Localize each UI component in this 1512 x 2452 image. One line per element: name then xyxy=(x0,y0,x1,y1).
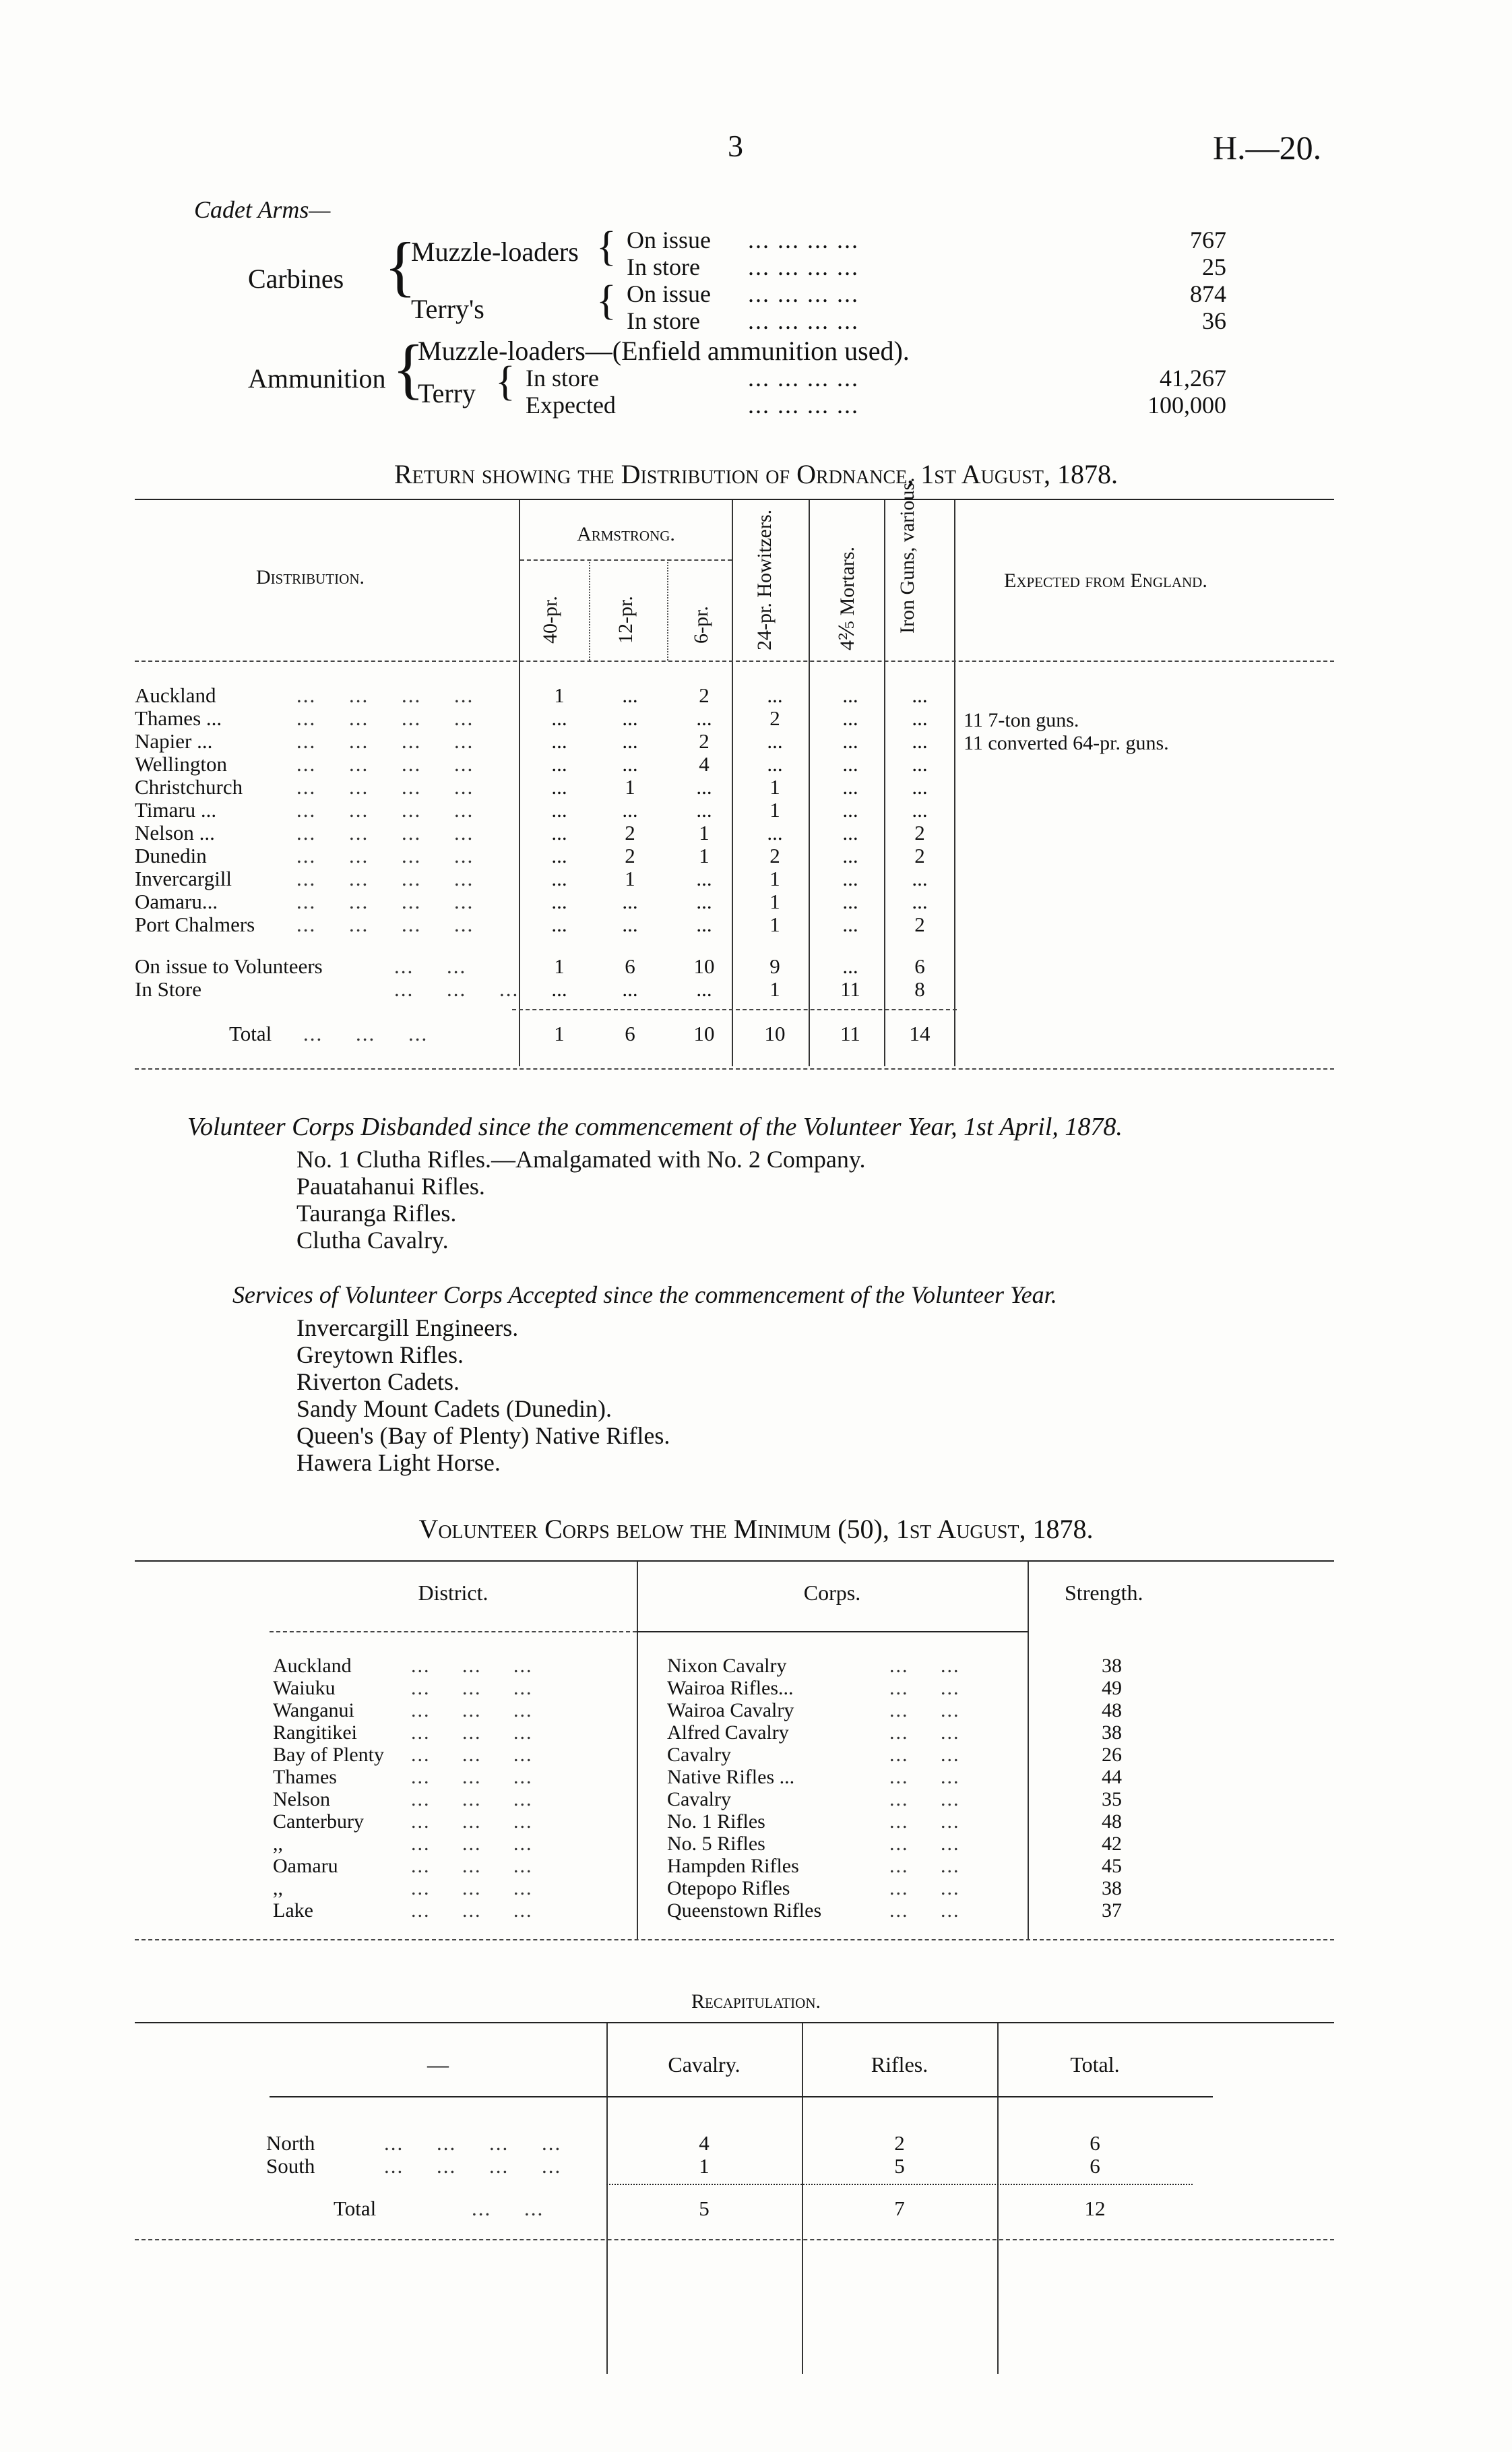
ordnance-cell: 11 xyxy=(840,1022,860,1045)
ordnance-cell: ... xyxy=(767,821,783,845)
ammunition-brace: { xyxy=(392,331,424,406)
ordnance-cell: ... xyxy=(912,867,928,890)
leader-dots: ... ... ... xyxy=(411,1699,533,1721)
terry-brace: { xyxy=(495,359,515,404)
ordnance-cell: ... xyxy=(696,798,712,822)
leader-dots: ... ... ... xyxy=(411,1833,533,1855)
ordnance-cell: ... xyxy=(912,798,928,822)
ordnance-cell: 2 xyxy=(699,683,710,707)
ordnance-cell: ... xyxy=(842,798,858,822)
corps-name: No. 5 Rifles xyxy=(667,1833,765,1855)
leader-dots: ... ... xyxy=(889,1833,960,1855)
district-name: Lake xyxy=(273,1899,313,1922)
ordnance-cell: 10 xyxy=(764,1022,786,1045)
ordnance-cell: ... xyxy=(842,729,858,753)
leader-dots: ... ... xyxy=(889,1899,960,1922)
recap-cell: 5 xyxy=(699,2197,710,2220)
ordnance-cell: ... xyxy=(696,775,712,799)
column-rule xyxy=(519,500,520,1066)
district-name: Bay of Plenty xyxy=(273,1744,384,1766)
ordnance-cell: ... xyxy=(696,977,712,1001)
ordnance-cell: 4 xyxy=(699,752,710,776)
recap-title: Recapitulation. xyxy=(691,1990,821,2013)
ordnance-cell: ... xyxy=(551,977,567,1001)
ordnance-title: Return showing the Distribution of Ordnance, 1st August, 1878. xyxy=(393,459,1118,489)
ordnance-cell: ... xyxy=(842,913,858,936)
leader-dots: ... ... xyxy=(394,954,467,978)
header-rule xyxy=(637,1631,1028,1632)
col-40pr: 40-pr. xyxy=(539,596,561,644)
ordnance-cell: ... xyxy=(551,752,567,776)
strength-value: 45 xyxy=(1102,1855,1122,1877)
corps-name: Wairoa Rifles... xyxy=(667,1677,794,1699)
ordnance-cell: ... xyxy=(622,706,638,730)
leader-dots: ... ... xyxy=(889,1699,960,1721)
corps-name: Queenstown Rifles xyxy=(667,1899,822,1922)
leader-dots: ... ... xyxy=(889,1655,960,1677)
ordnance-cell: 1 xyxy=(699,844,710,867)
ordnance-cell: 1 xyxy=(769,798,780,822)
corps-name: No. 1 Rifles xyxy=(667,1810,765,1833)
carbines-label: Carbines xyxy=(248,264,344,294)
leader-dots: ... ... ... xyxy=(411,1877,533,1899)
muzzle-in-store-label: In store xyxy=(627,253,700,280)
ordnance-cell: ... xyxy=(551,844,567,867)
leader-dots: ... ... ... ... xyxy=(384,2131,562,2155)
leader-dots: ... ... ... ... xyxy=(296,821,474,845)
disbanded-title: Volunteer Corps Disbanded since the commencement of the Volunteer Year, 1st April, 1878. xyxy=(187,1113,1123,1141)
column-rule xyxy=(884,500,885,1066)
ordnance-cell: ... xyxy=(842,821,858,845)
header-rule xyxy=(135,661,1334,662)
col-cavalry: Cavalry. xyxy=(668,2052,741,2077)
leader-dots: ... ... ... xyxy=(411,1766,533,1788)
ordnance-cell: 9 xyxy=(769,954,780,978)
ordnance-cell: 1 xyxy=(769,977,780,1001)
leader-dots: ... ... xyxy=(889,1810,960,1833)
corps-name: Alfred Cavalry xyxy=(667,1721,789,1744)
table-row: Thames ... xyxy=(135,706,222,730)
expected-item: 11 7-ton guns. xyxy=(964,709,1079,731)
column-rule xyxy=(1028,1562,1029,1939)
leader-dots: ... ... ... xyxy=(411,1788,533,1810)
strength-value: 48 xyxy=(1102,1699,1122,1721)
table-row: Wellington xyxy=(135,752,227,776)
ordnance-cell: 2 xyxy=(769,706,780,730)
ordnance-cell: 2 xyxy=(914,913,925,936)
terrys-in-store-label: In store xyxy=(627,307,700,334)
ammo-muzzle-note: Muzzle-loaders—(Enfield ammunition used). xyxy=(418,336,910,366)
ordnance-cell: ... xyxy=(842,752,858,776)
list-item: Greytown Rifles. xyxy=(296,1341,464,1368)
leader-dots: ... ... ... ... xyxy=(748,226,859,253)
strength-value: 38 xyxy=(1102,1655,1122,1677)
list-item: Pauatahanui Rifles. xyxy=(296,1173,485,1200)
ordnance-cell: ... xyxy=(622,977,638,1001)
strength-value: 42 xyxy=(1102,1833,1122,1855)
header-rule xyxy=(270,1631,637,1632)
ordnance-cell: ... xyxy=(551,706,567,730)
ordnance-cell: ... xyxy=(622,798,638,822)
table-row: South xyxy=(266,2154,315,2178)
ordnance-cell: 2 xyxy=(914,844,925,867)
table-bottom-rule xyxy=(135,1939,1334,1940)
leader-dots: ... ... ... ... xyxy=(296,775,474,799)
table-row: Total xyxy=(229,1022,272,1045)
leader-dots: ... ... ... ... xyxy=(748,307,859,334)
ordnance-cell: ... xyxy=(696,706,712,730)
leader-dots: ... ... ... xyxy=(411,1810,533,1833)
ordnance-cell: ... xyxy=(912,752,928,776)
ordnance-cell: 1 xyxy=(769,913,780,936)
table-rule xyxy=(135,499,1334,500)
strength-value: 35 xyxy=(1102,1788,1122,1810)
col-24pr-howitzers: 24-pr. Howitzers. xyxy=(753,509,776,650)
col-dash: — xyxy=(427,2052,449,2077)
ordnance-cell: ... xyxy=(842,683,858,707)
leader-dots: ... ... ... xyxy=(411,1721,533,1744)
ammunition-label: Ammunition xyxy=(248,363,386,394)
recap-cell: 2 xyxy=(894,2131,905,2155)
ordnance-cell: 1 xyxy=(625,867,635,890)
col-total: Total. xyxy=(1070,2052,1120,2077)
ordnance-cell: 6 xyxy=(625,1022,635,1045)
table-row: Christchurch xyxy=(135,775,243,799)
muzzle-brace: { xyxy=(596,224,617,270)
ordnance-cell: ... xyxy=(551,798,567,822)
list-item: Sandy Mount Cadets (Dunedin). xyxy=(296,1395,612,1422)
recap-cell: 12 xyxy=(1084,2197,1106,2220)
corps-name: Hampden Rifles xyxy=(667,1855,799,1877)
col-distribution: Distribution. xyxy=(256,566,365,588)
corps-name: Native Rifles ... xyxy=(667,1766,795,1788)
ordnance-cell: 1 xyxy=(769,867,780,890)
strength-value: 44 xyxy=(1102,1766,1122,1788)
list-item: Riverton Cadets. xyxy=(296,1368,460,1395)
ordnance-cell: 6 xyxy=(625,954,635,978)
leader-dots: ... ... ... ... xyxy=(296,706,474,730)
leader-dots: ... ... ... ... xyxy=(296,798,474,822)
corps-name: Otepopo Rifles xyxy=(667,1877,790,1899)
ordnance-cell: 2 xyxy=(625,844,635,867)
col-corps: Corps. xyxy=(803,1581,861,1605)
leader-dots: ... ... ... ... xyxy=(296,729,474,753)
ordnance-cell: ... xyxy=(696,867,712,890)
cadet-arms-title: Cadet Arms— xyxy=(194,196,331,223)
ordnance-cell: ... xyxy=(696,890,712,913)
column-rule xyxy=(732,500,733,1066)
strength-value: 48 xyxy=(1102,1810,1122,1833)
col-mortars: 4⅖ Mortars. xyxy=(836,546,858,650)
terrys-label: Terry's xyxy=(411,294,484,324)
ordnance-cell: ... xyxy=(767,729,783,753)
recap-cell: 1 xyxy=(699,2154,710,2178)
leader-dots: ... ... xyxy=(889,1744,960,1766)
ordnance-cell: ... xyxy=(912,775,928,799)
leader-dots: ... ... ... ... xyxy=(296,867,474,890)
list-item: Hawera Light Horse. xyxy=(296,1449,501,1476)
muzzle-in-store-value: 25 xyxy=(1202,253,1226,280)
ordnance-cell: ... xyxy=(551,867,567,890)
leader-dots: ... ... xyxy=(472,2197,544,2220)
ordnance-cell: ... xyxy=(842,844,858,867)
column-rule xyxy=(954,500,955,1066)
district-name: Auckland xyxy=(273,1655,352,1677)
district-name: Rangitikei xyxy=(273,1721,357,1744)
list-item: Invercargill Engineers. xyxy=(296,1314,519,1341)
leader-dots: ... ... ... ... xyxy=(296,683,474,707)
col-armstrong: Armstrong. xyxy=(577,523,675,545)
col-rifles: Rifles. xyxy=(871,2052,928,2077)
corps-name: Cavalry xyxy=(667,1788,731,1810)
strength-value: 38 xyxy=(1102,1877,1122,1899)
ordnance-cell: 1 xyxy=(625,775,635,799)
strength-value: 26 xyxy=(1102,1744,1122,1766)
district-name: ,, xyxy=(273,1877,283,1899)
ordnance-cell: ... xyxy=(622,752,638,776)
accepted-title: Services of Volunteer Corps Accepted since the commencement of the Volunteer Year. xyxy=(232,1281,1057,1308)
district-name: Waiuku xyxy=(273,1677,336,1699)
table-row: North xyxy=(266,2131,315,2155)
ordnance-cell: 1 xyxy=(769,775,780,799)
list-item: Clutha Cavalry. xyxy=(296,1227,449,1254)
ordnance-cell: 2 xyxy=(699,729,710,753)
table-rule xyxy=(135,1560,1334,1562)
ordnance-cell: 8 xyxy=(914,977,925,1001)
ordnance-cell: 2 xyxy=(625,821,635,845)
column-rule xyxy=(667,559,668,661)
ordnance-cell: 1 xyxy=(554,1022,565,1045)
ordnance-cell: ... xyxy=(912,890,928,913)
corps-name: Wairoa Cavalry xyxy=(667,1699,794,1721)
ordnance-cell: ... xyxy=(622,890,638,913)
recap-cell: 6 xyxy=(1090,2131,1100,2155)
leader-dots: ... ... ... xyxy=(411,1655,533,1677)
leader-dots: ... ... ... ... xyxy=(296,913,474,936)
ordnance-cell: ... xyxy=(696,913,712,936)
ammo-in-store-value: 41,267 xyxy=(1160,365,1226,392)
list-item: No. 1 Clutha Rifles.—Amalgamated with No. 2 Company. xyxy=(296,1146,866,1173)
leader-dots: ... ... ... xyxy=(411,1855,533,1877)
table-row: Auckland xyxy=(135,683,216,707)
table-row: Port Chalmers xyxy=(135,913,255,936)
ordnance-cell: 14 xyxy=(909,1022,931,1045)
column-rule xyxy=(589,559,590,661)
ordnance-cell: ... xyxy=(842,867,858,890)
ordnance-cell: ... xyxy=(842,890,858,913)
district-name: ,, xyxy=(273,1833,283,1855)
ordnance-cell: 2 xyxy=(914,821,925,845)
leader-dots: ... ... ... ... xyxy=(748,392,859,419)
col-district: District. xyxy=(418,1581,489,1605)
leader-dots: ... ... ... xyxy=(411,1899,533,1922)
ordnance-cell: ... xyxy=(767,683,783,707)
table-rule xyxy=(135,2022,1334,2023)
leader-dots: ... ... ... ... xyxy=(748,253,859,280)
leader-dots: ... ... ... ... xyxy=(296,752,474,776)
recap-cell: 6 xyxy=(1090,2154,1100,2178)
table-bottom-rule xyxy=(135,1068,1334,1070)
list-item: Queen's (Bay of Plenty) Native Rifles. xyxy=(296,1422,670,1449)
table-row: Dunedin xyxy=(135,844,207,867)
ordnance-cell: 10 xyxy=(693,954,715,978)
strength-value: 49 xyxy=(1102,1677,1122,1699)
leader-dots: ... ... xyxy=(889,1677,960,1699)
ordnance-cell: ... xyxy=(842,706,858,730)
ordnance-cell: 6 xyxy=(914,954,925,978)
leader-dots: ... ... ... ... xyxy=(296,844,474,867)
ordnance-cell: 1 xyxy=(769,890,780,913)
ordnance-cell: ... xyxy=(622,729,638,753)
table-row: In Store xyxy=(135,977,202,1001)
list-item: Tauranga Rifles. xyxy=(296,1200,457,1227)
strength-value: 37 xyxy=(1102,1899,1122,1922)
leader-dots: ... ... ... xyxy=(411,1744,533,1766)
column-rule xyxy=(637,1562,638,1939)
ordnance-cell: ... xyxy=(551,775,567,799)
terrys-in-store-value: 36 xyxy=(1202,307,1226,334)
column-rule xyxy=(809,500,810,1066)
ordnance-cell: ... xyxy=(551,913,567,936)
leader-dots: ... ... xyxy=(889,1877,960,1899)
recap-cell: 7 xyxy=(894,2197,905,2220)
table-row: Napier ... xyxy=(135,729,213,753)
muzzle-on-issue-label: On issue xyxy=(627,226,711,253)
leader-dots: ... ... ... ... xyxy=(296,890,474,913)
table-row: On issue to Volunteers xyxy=(135,954,323,978)
terrys-on-issue-label: On issue xyxy=(627,280,711,307)
ordnance-cell: 1 xyxy=(554,954,565,978)
total-rule xyxy=(512,1009,957,1010)
table-row: Invercargill xyxy=(135,867,232,890)
ordnance-cell: 1 xyxy=(699,821,710,845)
muzzle-on-issue-value: 767 xyxy=(1190,226,1226,253)
table-row: Total xyxy=(334,2197,377,2220)
district-name: Canterbury xyxy=(273,1810,364,1833)
ordnance-cell: ... xyxy=(551,729,567,753)
ordnance-cell: ... xyxy=(912,683,928,707)
document-reference: H.—20. xyxy=(1213,129,1322,166)
table-row: Timaru ... xyxy=(135,798,217,822)
ordnance-cell: 2 xyxy=(769,844,780,867)
col-6pr: 6-pr. xyxy=(690,606,712,644)
leader-dots: ... ... ... xyxy=(303,1022,429,1045)
col-12pr: 12-pr. xyxy=(615,596,637,644)
terry-label: Terry xyxy=(418,378,476,408)
carbines-brace: { xyxy=(384,228,416,303)
muzzle-loaders-label: Muzzle-loaders xyxy=(411,237,579,267)
district-name: Wanganui xyxy=(273,1699,354,1721)
leader-dots: ... ... xyxy=(889,1766,960,1788)
ordnance-cell: ... xyxy=(622,683,638,707)
col-iron-guns: Iron Guns, various. xyxy=(896,477,918,634)
strength-value: 38 xyxy=(1102,1721,1122,1744)
district-name: Nelson xyxy=(273,1788,330,1810)
armstrong-rule xyxy=(520,559,732,561)
terrys-brace: { xyxy=(596,278,617,324)
ordnance-cell: ... xyxy=(912,729,928,753)
table-row: Nelson ... xyxy=(135,821,215,845)
page-number: 3 xyxy=(728,129,743,163)
district-name: Oamaru xyxy=(273,1855,338,1877)
leader-dots: ... ... ... xyxy=(411,1677,533,1699)
leader-dots: ... ... xyxy=(889,1721,960,1744)
col-expected: Expected from England. xyxy=(1004,570,1207,592)
ordnance-cell: ... xyxy=(551,890,567,913)
terrys-on-issue-value: 874 xyxy=(1190,280,1226,307)
ordnance-cell: ... xyxy=(551,821,567,845)
ordnance-cell: ... xyxy=(767,752,783,776)
ordnance-cell: ... xyxy=(842,954,858,978)
leader-dots: ... ... ... ... xyxy=(748,280,859,307)
total-rule xyxy=(606,2184,1193,2185)
below-minimum-title: Volunteer Corps below the Minimum (50), 1st August, 1878. xyxy=(418,1514,1094,1544)
district-name: Thames xyxy=(273,1766,337,1788)
recap-cell: 5 xyxy=(894,2154,905,2178)
ammo-in-store-label: In store xyxy=(526,365,599,392)
leader-dots: ... ... ... ... xyxy=(384,2154,562,2178)
ordnance-cell: 10 xyxy=(693,1022,715,1045)
leader-dots: ... ... ... ... xyxy=(748,365,859,392)
leader-dots: ... ... xyxy=(889,1855,960,1877)
ammo-expected-label: Expected xyxy=(526,392,616,419)
ordnance-cell: ... xyxy=(912,706,928,730)
ammo-expected-value: 100,000 xyxy=(1147,392,1226,419)
header-rule xyxy=(270,2096,1213,2097)
recap-cell: 4 xyxy=(699,2131,710,2155)
ordnance-cell: ... xyxy=(622,913,638,936)
table-bottom-rule xyxy=(135,2239,1334,2240)
corps-name: Nixon Cavalry xyxy=(667,1655,787,1677)
expected-item: 11 converted 64-pr. guns. xyxy=(964,732,1169,754)
corps-name: Cavalry xyxy=(667,1744,731,1766)
col-strength: Strength. xyxy=(1065,1581,1143,1605)
table-row: Oamaru... xyxy=(135,890,218,913)
leader-dots: ... ... ... xyxy=(394,977,519,1001)
leader-dots: ... ... xyxy=(889,1788,960,1810)
ordnance-cell: ... xyxy=(842,775,858,799)
ordnance-cell: 1 xyxy=(554,683,565,707)
ordnance-cell: 11 xyxy=(840,977,860,1001)
